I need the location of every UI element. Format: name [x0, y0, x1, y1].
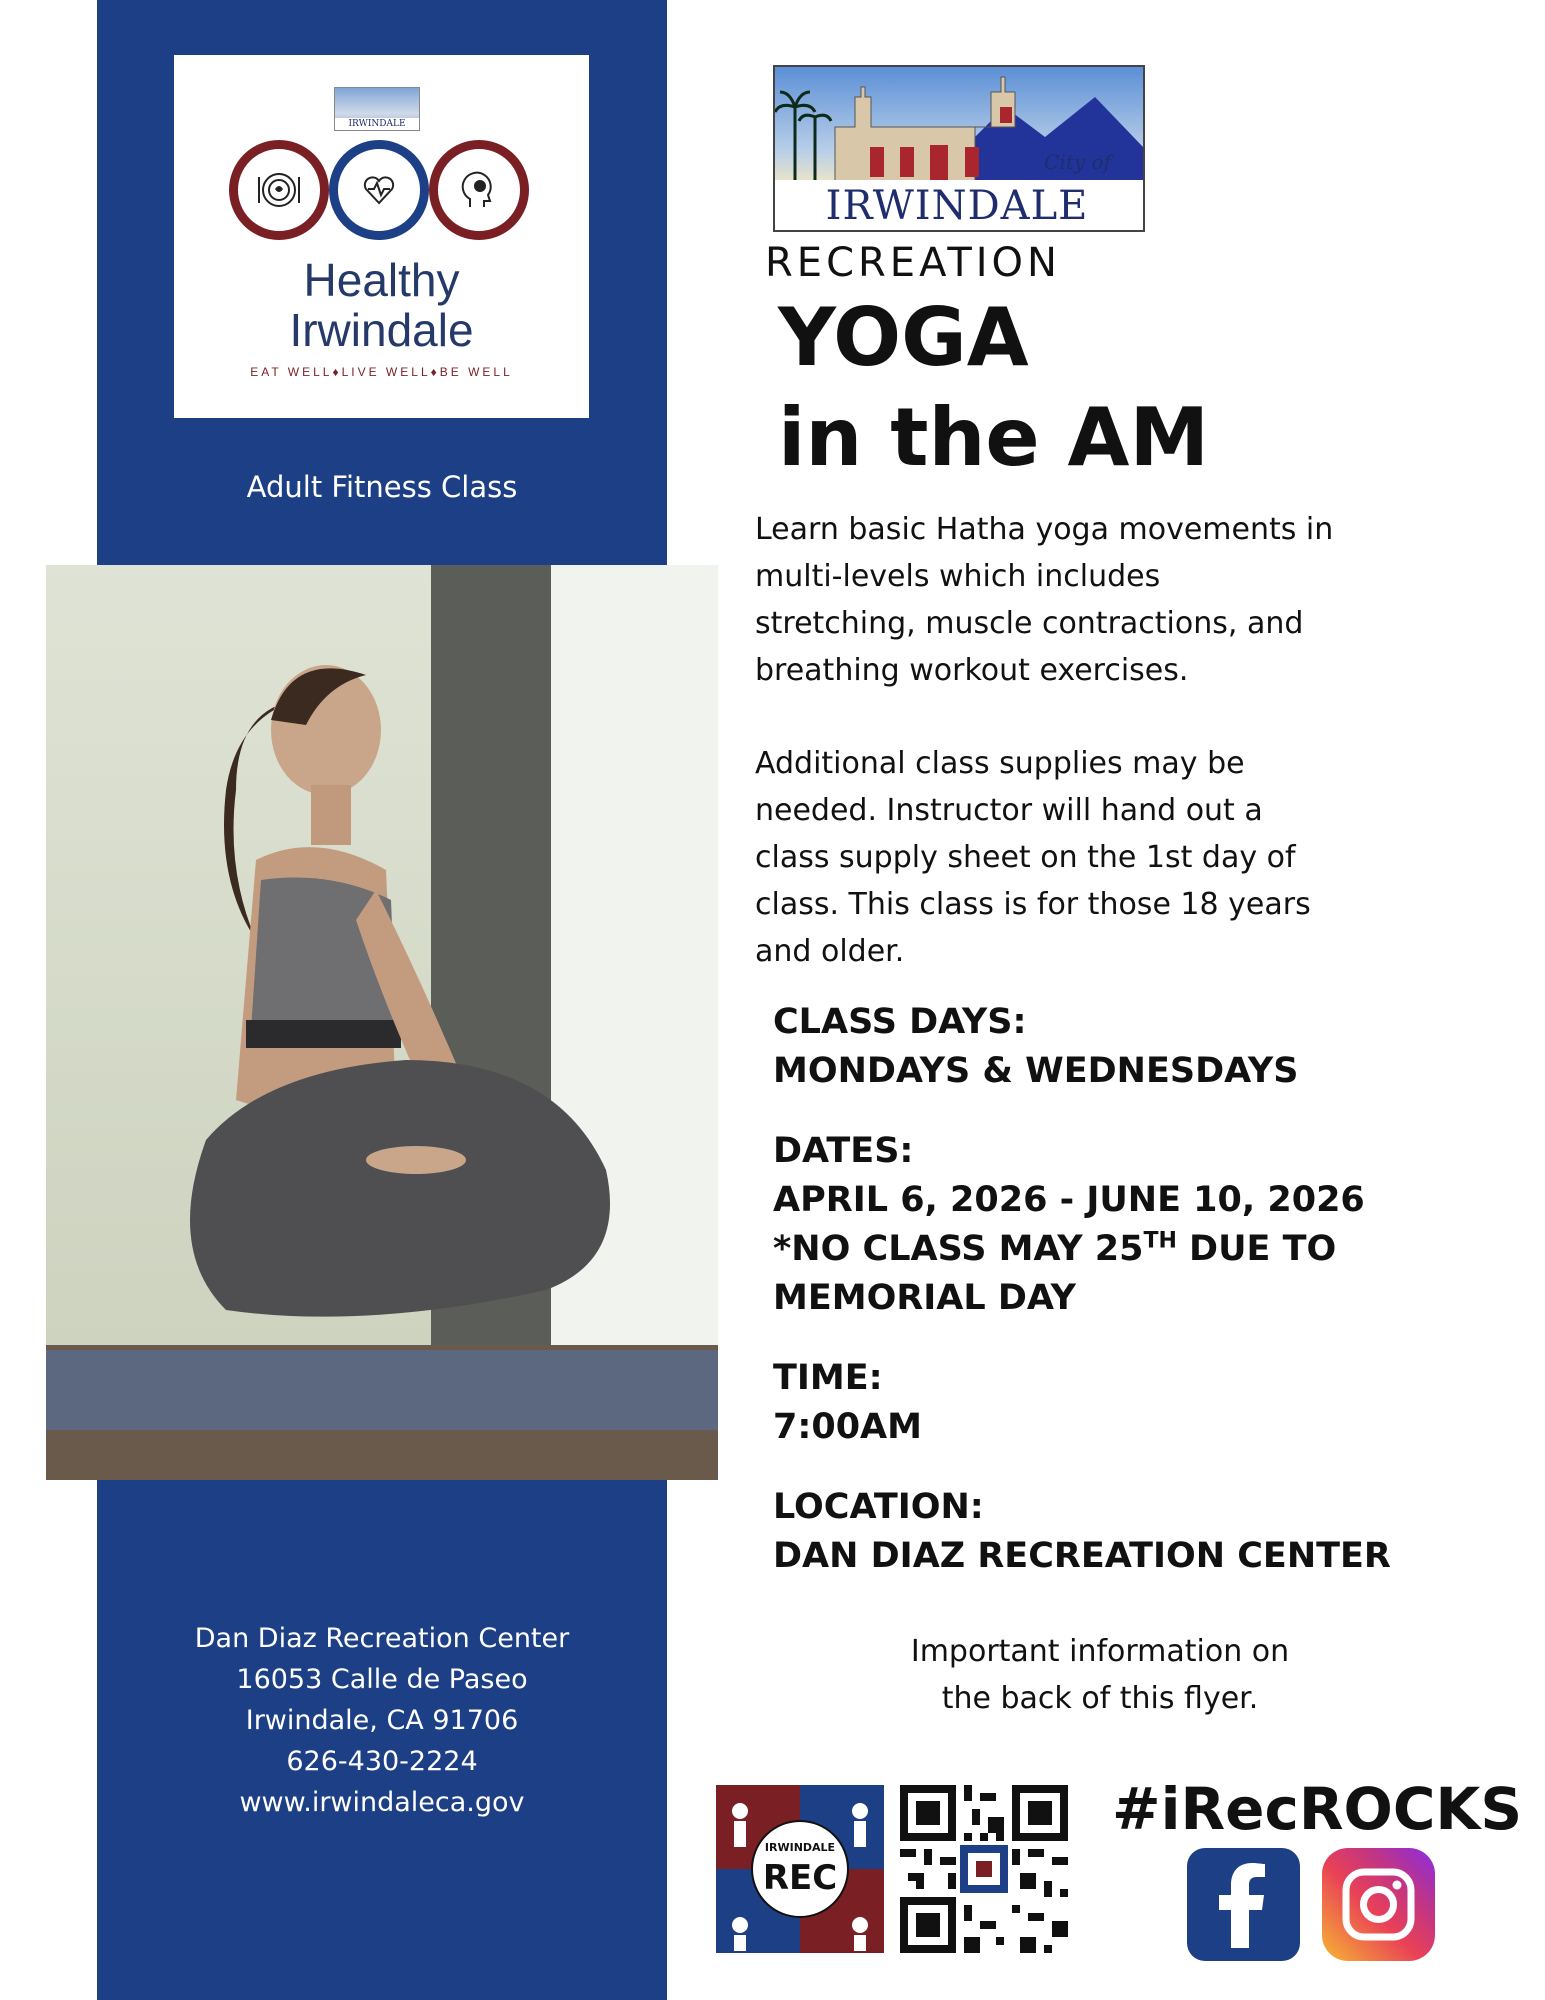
- desc-line: Additional class supplies may be: [755, 746, 1245, 781]
- desc-line: multi-levels which includes: [755, 559, 1161, 594]
- class-days-value: MONDAYS & WEDNESDAYS: [773, 1051, 1299, 1091]
- rec-logo-main-text: REC: [762, 1858, 838, 1898]
- desc-line: class. This class is for those 18 years: [755, 887, 1311, 922]
- city-name-text: IRWINDALE: [825, 183, 1089, 229]
- dates-value: APRIL 6, 2026 - JUNE 10, 2026: [773, 1180, 1365, 1220]
- time-block: [773, 1354, 1493, 1452]
- title-line2: in the AM: [778, 391, 1210, 484]
- facebook-icon[interactable]: [1187, 1848, 1300, 1961]
- time-label: TIME:: [773, 1358, 883, 1398]
- head-mind-icon: [429, 140, 529, 240]
- notice-line2: the back of this flyer.: [941, 1681, 1259, 1716]
- important-notice: [800, 1628, 1400, 1722]
- desc-line: breathing workout exercises.: [755, 653, 1189, 688]
- healthy-irwindale-title: [174, 255, 589, 355]
- no-class-reason: MEMORIAL DAY: [773, 1278, 1077, 1318]
- page-title: [778, 288, 1209, 488]
- city-of-irwindale-logo: [768, 25, 1146, 235]
- contact-address: [97, 1618, 667, 1823]
- wellness-circles: [229, 140, 534, 250]
- notice-line1: Important information on: [910, 1634, 1290, 1669]
- address-website[interactable]: www.irwindaleca.gov: [239, 1787, 525, 1818]
- department-label: RECREATION: [765, 240, 1061, 286]
- healthy-title-line2: Irwindale: [289, 304, 474, 356]
- qr-code[interactable]: [900, 1785, 1068, 1953]
- mini-city-logo: [334, 87, 420, 131]
- class-type-label: Adult Fitness Class: [246, 470, 518, 504]
- desc-line: class supply sheet on the 1st day of: [755, 840, 1296, 875]
- class-days-label: CLASS DAYS:: [773, 1002, 1027, 1042]
- desc-line: needed. Instructor will hand out a: [755, 793, 1263, 828]
- no-class-note: *NO CLASS MAY 25TH DUE TO: [773, 1228, 1337, 1269]
- address-city: Irwindale, CA 91706: [245, 1705, 519, 1736]
- dates-label: DATES:: [773, 1131, 914, 1171]
- title-line1: YOGA: [778, 291, 1029, 384]
- class-days-block: [773, 998, 1493, 1096]
- location-label: LOCATION:: [773, 1487, 984, 1527]
- time-value: 7:00AM: [773, 1407, 922, 1447]
- description-paragraph-1: [755, 506, 1455, 694]
- address-phone[interactable]: 626-430-2224: [286, 1746, 478, 1777]
- plate-icon: [229, 140, 329, 240]
- mini-logo-text: IRWINDALE: [335, 118, 419, 130]
- desc-line: and older.: [755, 934, 905, 969]
- desc-line: Learn basic Hatha yoga movements in: [755, 512, 1334, 547]
- healthy-tagline: EAT WELL♦LIVE WELL♦BE WELL: [250, 365, 513, 379]
- hashtag: #iRecROCKS: [1112, 1775, 1523, 1843]
- irwindale-rec-logo: [716, 1785, 884, 1953]
- rec-logo-top-text: IRWINDALE: [764, 1841, 836, 1854]
- yoga-photo: [46, 565, 718, 1480]
- address-street: 16053 Calle de Paseo: [236, 1664, 528, 1695]
- desc-line: stretching, muscle contractions, and: [755, 606, 1304, 641]
- city-of-text: City of: [1044, 150, 1111, 174]
- meditating-woman-figure: [136, 620, 716, 1400]
- location-value: DAN DIAZ RECREATION CENTER: [773, 1536, 1391, 1576]
- dates-block: [773, 1127, 1493, 1323]
- instagram-icon[interactable]: [1322, 1848, 1435, 1961]
- location-block: [773, 1483, 1493, 1581]
- healthy-irwindale-logo: [174, 55, 589, 418]
- address-center-name: Dan Diaz Recreation Center: [194, 1623, 570, 1654]
- healthy-title-line1: Healthy: [303, 254, 460, 306]
- heart-hands-icon: [329, 140, 429, 240]
- description-paragraph-2: [755, 740, 1455, 975]
